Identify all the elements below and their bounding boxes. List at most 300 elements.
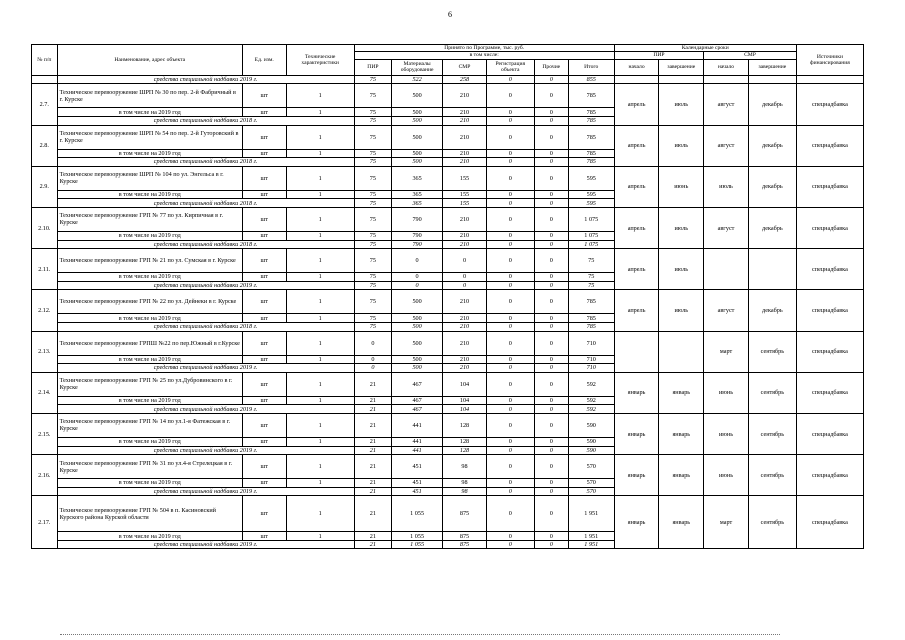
cell-total: 785 (568, 125, 614, 149)
object-name: Техническое перевооружение ГРПШ №22 по пер.Южный в г.Курске (57, 331, 242, 355)
source-cell: спецнадбавка (796, 84, 863, 125)
cell-reg: 0 (486, 331, 534, 355)
subtotal-label: в том числе на 2019 год (57, 355, 242, 364)
unit-cell: шт (242, 355, 286, 364)
cell-reg: 0 (486, 273, 534, 282)
cell-reg: 0 (486, 249, 534, 273)
fund-label: средства специальной надбавки 2019 г. (57, 281, 354, 290)
pir-start-cell: апрель (614, 84, 659, 125)
cell-pir: 21 (354, 372, 391, 396)
cell-reg: 0 (486, 413, 534, 437)
cell-smr: 210 (443, 290, 487, 314)
cell-total: 785 (568, 117, 614, 126)
tech-cell: 1 (286, 479, 354, 488)
cell-pir: 75 (354, 290, 391, 314)
smr-start-cell: август (704, 125, 749, 166)
cell-other: 0 (534, 199, 568, 208)
subtotal-label: в том числе на 2019 год (57, 149, 242, 158)
cell-materials: 451 (392, 455, 443, 479)
cell-reg: 0 (486, 281, 534, 290)
cell-reg: 0 (486, 532, 534, 541)
cell-total: 590 (568, 413, 614, 437)
tech-cell: 1 (286, 437, 354, 446)
cell-materials: 500 (392, 314, 443, 323)
cell-reg: 0 (486, 405, 534, 414)
col-accepted: Принято по Программе, тыс. руб. (354, 45, 614, 52)
smr-start-cell (704, 249, 749, 290)
cell-reg: 0 (486, 364, 534, 373)
cell-total: 1 951 (568, 496, 614, 532)
tech-cell: 1 (286, 108, 354, 117)
cell-materials: 441 (392, 437, 443, 446)
cell-reg: 0 (486, 108, 534, 117)
cell-total: 785 (568, 158, 614, 167)
cell-other: 0 (534, 322, 568, 331)
cell-smr: 210 (443, 314, 487, 323)
cell-materials: 500 (392, 125, 443, 149)
cell-materials: 441 (392, 446, 443, 455)
cell-total: 710 (568, 331, 614, 355)
source-cell: спецнадбавка (796, 290, 863, 331)
cell-reg: 0 (486, 372, 534, 396)
cell-pir: 75 (354, 75, 391, 84)
source-cell: спецнадбавка (796, 372, 863, 413)
cell-materials: 467 (392, 372, 443, 396)
subtotal-label: в том числе на 2019 год (57, 190, 242, 199)
pir-end-cell: июль (659, 207, 704, 248)
object-name: Техническое перевооружение ГРП № 21 по ул. Сумская в г. Курске (57, 249, 242, 273)
cell-other: 0 (534, 437, 568, 446)
tech-cell: 1 (286, 273, 354, 282)
cell-reg: 0 (486, 487, 534, 496)
smr-start-cell: март (704, 331, 749, 372)
cell-pir: 21 (354, 405, 391, 414)
pir-end-cell: июль (659, 84, 704, 125)
fund-label: средства специальной надбавки 2018 г. (57, 158, 354, 167)
unit-cell: шт (242, 190, 286, 199)
smr-end-cell: декабрь (748, 84, 796, 125)
cell-total: 785 (568, 314, 614, 323)
cell-pir: 21 (354, 532, 391, 541)
cell-reg: 0 (486, 117, 534, 126)
object-name: Техническое перевооружение ШРП № 104 по ул. Энгельса в г. Курске (57, 166, 242, 190)
col-sources: Источники финансирования (796, 45, 863, 76)
tech-cell: 1 (286, 314, 354, 323)
cell-total: 785 (568, 322, 614, 331)
table-row (32, 166, 864, 190)
cell-other: 0 (534, 355, 568, 364)
smr-start-cell: июнь (704, 455, 749, 496)
unit-cell: шт (242, 437, 286, 446)
cell-pir: 75 (354, 231, 391, 240)
smr-end-cell: декабрь (748, 166, 796, 207)
cell-other: 0 (534, 364, 568, 373)
cell-materials: 500 (392, 322, 443, 331)
unit-cell: шт (242, 166, 286, 190)
cell-smr: 210 (443, 322, 487, 331)
smr-end-cell: сентябрь (748, 413, 796, 454)
cell-materials: 0 (392, 273, 443, 282)
cell-smr: 0 (443, 249, 487, 273)
row-number: 2.10. (32, 207, 58, 248)
cell-total: 570 (568, 455, 614, 479)
program-table (31, 44, 864, 549)
cell-other: 0 (534, 331, 568, 355)
smr-start-cell: март (704, 496, 749, 549)
tech-cell: 1 (286, 331, 354, 355)
cell-reg: 0 (486, 355, 534, 364)
fund-label: средства специальной надбавки 2019 г. (57, 364, 354, 373)
cell-smr: 210 (443, 331, 487, 355)
cell-pir: 75 (354, 249, 391, 273)
cell-pir: 21 (354, 496, 391, 532)
pir-end-cell: июль (659, 249, 704, 290)
tech-cell: 1 (286, 372, 354, 396)
unit-cell: шт (242, 396, 286, 405)
cell-materials: 0 (392, 281, 443, 290)
pir-end-cell (659, 331, 704, 372)
table-row (32, 207, 864, 231)
col-smr-end: завершение (748, 59, 796, 75)
cell-smr: 875 (443, 532, 487, 541)
object-name: Техническое перевооружение ГРП № 77 по ул. Кирпичная в г. Курске (57, 207, 242, 231)
source-cell: спецнадбавка (796, 496, 863, 549)
cell-total: 590 (568, 437, 614, 446)
page-number: 6 (448, 10, 452, 19)
cell-reg: 0 (486, 149, 534, 158)
cell-other: 0 (534, 84, 568, 108)
tech-cell: 1 (286, 166, 354, 190)
col-tech: Технические характеристики (286, 45, 354, 76)
col-smr: СМР (443, 59, 487, 75)
cell-smr: 0 (443, 273, 487, 282)
cell-smr: 128 (443, 446, 487, 455)
col-total: Итого (568, 59, 614, 75)
cell-total: 785 (568, 84, 614, 108)
col-cal-smr: СМР (704, 52, 797, 59)
smr-start-cell: август (704, 84, 749, 125)
pir-start-cell (614, 331, 659, 372)
pir-end-cell: январь (659, 413, 704, 454)
table-row (32, 84, 864, 108)
pir-start-cell: апрель (614, 207, 659, 248)
unit-cell: шт (242, 532, 286, 541)
cell-other: 0 (534, 75, 568, 84)
fund-label: средства специальной надбавки 2018 г. (57, 199, 354, 208)
cell-smr: 210 (443, 158, 487, 167)
cell-materials: 451 (392, 479, 443, 488)
cell-reg: 0 (486, 166, 534, 190)
cell-smr: 210 (443, 84, 487, 108)
pir-start-cell: апрель (614, 249, 659, 290)
fund-label: средства специальной надбавки 2019 г. (57, 540, 354, 549)
cell-materials: 790 (392, 207, 443, 231)
cell-total: 595 (568, 199, 614, 208)
subtotal-label: в том числе на 2019 год (57, 273, 242, 282)
cell-smr: 210 (443, 355, 487, 364)
smr-start-cell: август (704, 290, 749, 331)
cell-smr: 210 (443, 149, 487, 158)
cell-materials: 500 (392, 149, 443, 158)
object-name: Техническое перевооружение ГРП № 504 в п. Касиновский Курского района Курской области (57, 496, 242, 532)
source-cell: спецнадбавка (796, 207, 863, 248)
source-cell: спецнадбавка (796, 455, 863, 496)
source-cell: спецнадбавка (796, 166, 863, 207)
cell-other: 0 (534, 249, 568, 273)
pir-start-cell: январь (614, 413, 659, 454)
table-row (32, 290, 864, 314)
smr-end-cell (748, 249, 796, 290)
cell-smr: 210 (443, 207, 487, 231)
cell-pir: 0 (354, 355, 391, 364)
cell-materials: 790 (392, 231, 443, 240)
fund-label: средства специальной надбавки 2018 г. (57, 240, 354, 249)
pir-start-cell: апрель (614, 290, 659, 331)
cell-materials: 1 055 (392, 540, 443, 549)
cell-other: 0 (534, 190, 568, 199)
cell-smr: 104 (443, 396, 487, 405)
table-row (32, 413, 864, 437)
cell-reg: 0 (486, 199, 534, 208)
cell-other: 0 (534, 149, 568, 158)
cell-pir: 21 (354, 455, 391, 479)
col-name: Наименование, адрес объекта (57, 45, 242, 76)
col-pir: ПИР (354, 59, 391, 75)
cell-other: 0 (534, 479, 568, 488)
unit-cell: шт (242, 249, 286, 273)
cell-smr: 155 (443, 190, 487, 199)
cell-total: 785 (568, 290, 614, 314)
col-pir-start: начало (614, 59, 659, 75)
table-row (32, 372, 864, 396)
cell-other: 0 (534, 273, 568, 282)
cell-materials: 365 (392, 190, 443, 199)
cell-other: 0 (534, 372, 568, 396)
cell-total: 592 (568, 372, 614, 396)
col-incl: в том числе: (354, 52, 614, 59)
cell-smr: 210 (443, 125, 487, 149)
cell-other: 0 (534, 207, 568, 231)
cell-reg: 0 (486, 396, 534, 405)
smr-end-cell: сентябрь (748, 496, 796, 549)
smr-end-cell: декабрь (748, 207, 796, 248)
object-name: Техническое перевооружение ГРП № 31 по ул.4-я Стрелецкая в г. Курске (57, 455, 242, 479)
tech-cell: 1 (286, 396, 354, 405)
cell-total: 595 (568, 190, 614, 199)
unit-cell: шт (242, 455, 286, 479)
cell-other: 0 (534, 108, 568, 117)
tech-cell: 1 (286, 231, 354, 240)
cell-total: 595 (568, 166, 614, 190)
smr-start-cell: июнь (704, 372, 749, 413)
cell-smr: 210 (443, 240, 487, 249)
row-number: 2.11. (32, 249, 58, 290)
cell-total: 1 951 (568, 540, 614, 549)
table-row (32, 455, 864, 479)
cell-materials: 500 (392, 108, 443, 117)
source-cell: спецнадбавка (796, 249, 863, 290)
cell-reg: 0 (486, 540, 534, 549)
col-unit: Ед. изм. (242, 45, 286, 76)
cell-materials: 1 055 (392, 496, 443, 532)
cell-pir: 0 (354, 364, 391, 373)
cell-total: 1 951 (568, 532, 614, 541)
cell-other: 0 (534, 281, 568, 290)
source-cell: спецнадбавка (796, 413, 863, 454)
table-body (32, 75, 864, 549)
source-cell: спецнадбавка (796, 331, 863, 372)
unit-cell: шт (242, 108, 286, 117)
cell-total: 1 075 (568, 231, 614, 240)
pir-end-cell: июль (659, 290, 704, 331)
cell-smr: 98 (443, 479, 487, 488)
cell-smr: 210 (443, 231, 487, 240)
subtotal-label: в том числе на 2019 год (57, 231, 242, 240)
cell-pir: 75 (354, 281, 391, 290)
pir-end-cell: июль (659, 125, 704, 166)
cell-other: 0 (534, 413, 568, 437)
cell-pir: 21 (354, 413, 391, 437)
unit-cell: шт (242, 290, 286, 314)
unit-cell: шт (242, 479, 286, 488)
cell-other: 0 (534, 125, 568, 149)
col-calendar: Календарные сроки (614, 45, 796, 52)
cell-other: 0 (534, 446, 568, 455)
source-cell: спецнадбавка (796, 125, 863, 166)
cell-other: 0 (534, 487, 568, 496)
table-row (32, 331, 864, 355)
cell-pir: 75 (354, 166, 391, 190)
prev-fund-row (32, 75, 864, 84)
smr-end-cell: сентябрь (748, 455, 796, 496)
cell-pir: 75 (354, 117, 391, 126)
col-materials: Материалы оборудование (392, 59, 443, 75)
row-number: 2.9. (32, 166, 58, 207)
tech-cell: 1 (286, 355, 354, 364)
cell-total: 855 (568, 75, 614, 84)
cell-materials: 500 (392, 331, 443, 355)
table-row (32, 496, 864, 532)
cell-other: 0 (534, 166, 568, 190)
cell-reg: 0 (486, 84, 534, 108)
unit-cell: шт (242, 84, 286, 108)
pir-start-cell: апрель (614, 125, 659, 166)
subtotal-label: в том числе на 2019 год (57, 532, 242, 541)
cell-other: 0 (534, 231, 568, 240)
cell-smr: 210 (443, 108, 487, 117)
cell-reg: 0 (486, 322, 534, 331)
tech-cell: 1 (286, 496, 354, 532)
cell-total: 710 (568, 364, 614, 373)
cell-materials: 441 (392, 413, 443, 437)
cell-other: 0 (534, 496, 568, 532)
cell-materials: 365 (392, 166, 443, 190)
cell-other: 0 (534, 117, 568, 126)
cell-smr: 155 (443, 166, 487, 190)
cell-smr: 98 (443, 455, 487, 479)
unit-cell: шт (242, 149, 286, 158)
cell-materials: 500 (392, 290, 443, 314)
object-name: Техническое перевооружение ГРП № 22 по ул. Дейнеки в г. Курске (57, 290, 242, 314)
subtotal-label: в том числе на 2019 год (57, 396, 242, 405)
cell-total: 1 075 (568, 240, 614, 249)
cell-reg: 0 (486, 455, 534, 479)
cell-smr: 875 (443, 540, 487, 549)
cell-pir: 75 (354, 240, 391, 249)
pir-end-cell: январь (659, 372, 704, 413)
subtotal-label: в том числе на 2019 год (57, 314, 242, 323)
col-reg: Регистрация объекта (486, 59, 534, 75)
row-number: 2.7. (32, 84, 58, 125)
smr-end-cell: сентябрь (748, 372, 796, 413)
cell-total: 1 075 (568, 207, 614, 231)
row-number: 2.14. (32, 372, 58, 413)
unit-cell: шт (242, 496, 286, 532)
smr-start-cell: июнь (704, 413, 749, 454)
tech-cell: 1 (286, 290, 354, 314)
cell-total: 75 (568, 281, 614, 290)
tech-cell: 1 (286, 125, 354, 149)
unit-cell: шт (242, 207, 286, 231)
cell-materials: 500 (392, 355, 443, 364)
page-bottom-rule (60, 634, 780, 635)
cell-smr: 104 (443, 405, 487, 414)
cell-other: 0 (534, 290, 568, 314)
tech-cell: 1 (286, 84, 354, 108)
cell-reg: 0 (486, 190, 534, 199)
smr-end-cell: сентябрь (748, 331, 796, 372)
cell-smr: 0 (443, 281, 487, 290)
cell-reg: 0 (486, 314, 534, 323)
cell-materials: 467 (392, 405, 443, 414)
object-name: Техническое перевооружение ШРП № 30 по пер. 2-й Фабричный в г. Курске (57, 84, 242, 108)
tech-cell: 1 (286, 207, 354, 231)
pir-end-cell: январь (659, 496, 704, 549)
cell-reg: 0 (486, 158, 534, 167)
cell-materials: 467 (392, 396, 443, 405)
cell-pir: 21 (354, 487, 391, 496)
cell-pir: 21 (354, 396, 391, 405)
table-row (32, 249, 864, 273)
cell-materials: 0 (392, 249, 443, 273)
fund-label: средства специальной надбавки 2019 г. (57, 487, 354, 496)
table-row (32, 125, 864, 149)
cell-other: 0 (534, 240, 568, 249)
cell-materials: 500 (392, 117, 443, 126)
cell-smr: 210 (443, 364, 487, 373)
cell-other: 0 (534, 540, 568, 549)
cell-pir: 75 (354, 84, 391, 108)
tech-cell: 1 (286, 249, 354, 273)
cell-smr: 258 (443, 75, 487, 84)
table-header (32, 45, 864, 76)
cell-total: 570 (568, 479, 614, 488)
row-number: 2.16. (32, 455, 58, 496)
tech-cell: 1 (286, 149, 354, 158)
cell-reg: 0 (486, 496, 534, 532)
subtotal-label: в том числе на 2019 год (57, 437, 242, 446)
pir-end-cell: январь (659, 455, 704, 496)
cell-pir: 75 (354, 149, 391, 158)
cell-smr: 98 (443, 487, 487, 496)
fund-label: средства специальной надбавки 2018 г. (57, 322, 354, 331)
tech-cell: 1 (286, 190, 354, 199)
cell-pir: 75 (354, 190, 391, 199)
unit-cell: шт (242, 273, 286, 282)
cell-smr: 155 (443, 199, 487, 208)
cell-other: 0 (534, 532, 568, 541)
col-smr-start: начало (704, 59, 749, 75)
